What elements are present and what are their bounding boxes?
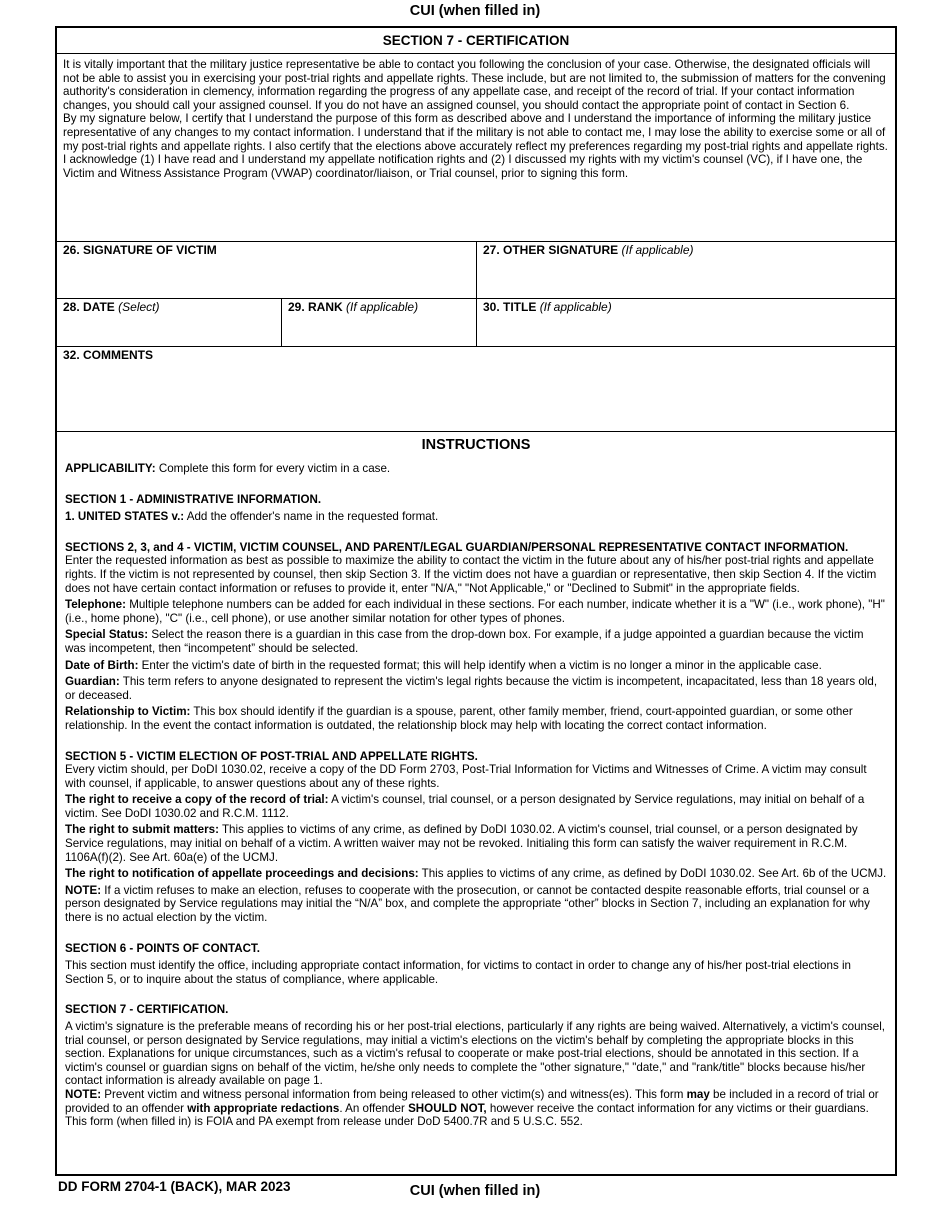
sections-2-4-text: Enter the requested information as best as possible to maximize the ability to contact the victim in the future about any of his/her post-trial rights and appellate rights. If the victim is not represented by counsel, then skip Section 3. If the victim does not have a guardian or representative, then skip Section 4. If the victim does not have certain contact information or refuses to provide it, enter "N/A," "Not Applicable," or "Declined to Submit" in the appropriate fields. <box>65 554 877 595</box>
section-6-heading: SECTION 6 - POINTS OF CONTACT. <box>65 941 260 955</box>
field-29-rank[interactable] <box>281 299 476 346</box>
field-32-label: 32. COMMENTS <box>63 348 154 362</box>
applicability: APPLICABILITY: Complete this form for every victim in a case. <box>65 462 391 475</box>
date-of-birth-note: Date of Birth: Enter the victim's date of birth in the requested format; this will help identify when a victim is no longer a minor in the applicable case. <box>65 658 822 672</box>
instructions-title: INSTRUCTIONS <box>421 437 531 453</box>
telephone-note: Telephone: Multiple telephone numbers can be added for each individual in these sections. For each number, indicate whether it is a "W" (i.e., work phone), "H" (i.e., home phone), "C" (i.e., cell phone), or use another similar notation for other types of phones. <box>65 598 885 625</box>
cui-header: CUI (when filled in) <box>409 3 541 19</box>
section-6-text: This section must identify the office, including appropriate contact information, for victims to contact in order to change any of his/her post-trial elections in Section 5, or to inquire about the status of compliance, where applicable. <box>65 959 851 986</box>
certification-para-1: It is vitally important that the military justice representative be able to contact you following the conclusion of your case. Otherwise, the designated officials will not be able to assist you in exercising your post-trial rights and appellate rights. These include, but are not limited to, the submission of matters for the convening authority's consideration in clemency, information regarding the progress of any appellate case, and receipt of the record of trial. If your contact information changes, you should call your assigned counsel. If you do not have an assigned counsel, you should contact the appropriate point of contact in Section 6. <box>63 58 886 112</box>
special-status-note: Special Status: Select the reason there is a guardian in this case from the drop-down box. For example, if a judge appointed a guardian because the victim was incompetent, then “incompetent” should be selected. <box>65 628 864 655</box>
field-27-label: 27. OTHER SIGNATURE (If applicable) <box>483 243 694 257</box>
section-5-text: Every victim should, per DoDI 1030.02, receive a copy of the DD Form 2703, Post-Trial Information for Victims and Witnesses of Crime. A victim may consult with counsel, if applicable, to answer questions about any of these rights. <box>65 763 867 790</box>
certification-para-2: By my signature below, I certify that I understand the purpose of this form as described above and I understand the importance of informing the military justice representative of any changes to my contact information. I understand that if the military is not able to contact me, I may lose the ability to exercise some or all of my post-trial rights and appellate rights. I also certify that the elections above accurately reflect my preferences regarding my post-trial rights and appellate rights. I acknowledge (1) I have read and I understand my appellate notification rights and (2) I discussed my rights with my victim's counsel (VC), if I have one, the Victim and Witness Assistance Program (VWAP) coordinator/liaison, or Trial counsel, prior to signing this form. <box>63 112 888 180</box>
sections-2-4-heading: SECTIONS 2, 3, and 4 - VICTIM, VICTIM COUNSEL, AND PARENT/LEGAL GUARDIAN/PERSONAL REPRESENTATIVE CONTACT INFORMATION. <box>65 540 849 554</box>
field-30-note: (If applicable) <box>539 300 612 314</box>
cui-footer: CUI (when filled in) <box>409 1183 541 1199</box>
section-5-heading: SECTION 5 - VICTIM ELECTION OF POST-TRIAL AND APPELLATE RIGHTS. <box>65 749 478 763</box>
field-28-note: (Select) <box>118 300 160 314</box>
field-26-label: 26. SIGNATURE OF VICTIM <box>63 243 217 257</box>
certification-text <box>57 54 895 242</box>
form-page <box>55 26 897 1176</box>
field-29-note: (If applicable) <box>346 300 419 314</box>
section-5-note: NOTE: If a victim refuses to make an election, refuses to cooperate with the prosecution, or cannot be contacted despite reasonable efforts, trial counsel or a person designated by Service regulations may initial the “N/A” box, and complete the appropriate “other” blocks in Section 7, including an explanation for why there is no actual election by the victim. <box>65 883 870 925</box>
instructions <box>57 439 895 1129</box>
field-27-other-signature[interactable] <box>476 242 895 298</box>
relationship-note: Relationship to Victim: This box should identify if the guardian is a spouse, parent, other family member, friend, court-appointed guardian, or some other relationship. In the event the contact information is outdated, the relationship block may help with locating the correct contact information. <box>65 705 853 732</box>
guardian-note: Guardian: This term refers to anyone designated to represent the victim's legal rights because the victim is incompetent, incapacitated, less than 18 years old, or deceased. <box>65 675 878 702</box>
date-rank-title-row <box>57 299 895 347</box>
field-28-date[interactable] <box>57 299 281 346</box>
section-1-heading: SECTION 1 - ADMINISTRATIVE INFORMATION. <box>65 492 322 506</box>
field-30-label: 30. TITLE (If applicable) <box>483 300 612 314</box>
comments-row <box>57 347 895 432</box>
section-7-note: NOTE: Prevent victim and witness personal information from being released to other victim(s) and witness(es). This form may be included in a record of trial or provided to an offender with appropriate redactions. An offender SHOULD NOT, however receive the contact information for any victims or their guardians. This form (when filled in) is FOIA and PA exempt from release under DoD 5400.7R and 5 U.S.C. 552. <box>65 1087 879 1129</box>
right-submit-matters: The right to submit matters: This applies to victims of any crime, as defined by DoDI 1030.02. A victim's counsel, trial counsel, or a person designated by Service regulations, may initial on behalf of a victim. A written waiver may not be revoked. Initialing this form can satisfy the waiver requirement in R.C.M. 1106A(f)(2). See Art. 60a(e) of the UCMJ. <box>65 823 858 864</box>
field-30-title[interactable] <box>476 299 895 346</box>
signature-row <box>57 242 895 299</box>
section-1-item: 1. UNITED STATES v.: Add the offender's name in the requested format. <box>65 510 439 524</box>
section-7-title: SECTION 7 - CERTIFICATION <box>57 28 895 54</box>
section-7-heading: SECTION 7 - CERTIFICATION. <box>65 1003 229 1017</box>
field-26-signature-of-victim[interactable] <box>57 242 476 298</box>
field-32-comments[interactable] <box>57 347 895 431</box>
right-appellate-notification: The right to notification of appellate proceedings and decisions: This applies to victims of any crime, as defined by DoDI 1030.02. See Art. 6b of the UCMJ. <box>65 867 887 881</box>
field-28-label: 28. DATE (Select) <box>63 300 160 314</box>
field-27-note: (If applicable) <box>621 243 694 257</box>
field-29-label: 29. RANK (If applicable) <box>288 300 419 314</box>
section-7-text: A victim's signature is the preferable means of recording his or her post-trial elections, particularly if any rights are being waived. Alternatively, a victim's counsel, trial counsel, or person designated by Service regulations, may initial a victim's elections on the victim's behalf by completing the appropriate blocks in this section. Explanations for unique circumstances, such as a victim's refusal to cooperate or make post-trial elections, should be annotated in this section. If a victim's counsel or guardian signs on behalf of the victim, he/she only needs to complete the "other signature," "date," and "rank/title" blocks because his/her contact information is already available on page 1. <box>65 1020 886 1088</box>
form-number: DD FORM 2704-1 (BACK), MAR 2023 <box>58 1179 291 1194</box>
right-copy-of-record: The right to receive a copy of the record of trial: A victim's counsel, trial counsel, or a person designated by Service regulations, may initial on behalf of a victim. See DoDI 1030.02 and R.C.M. 1112. <box>65 793 865 820</box>
